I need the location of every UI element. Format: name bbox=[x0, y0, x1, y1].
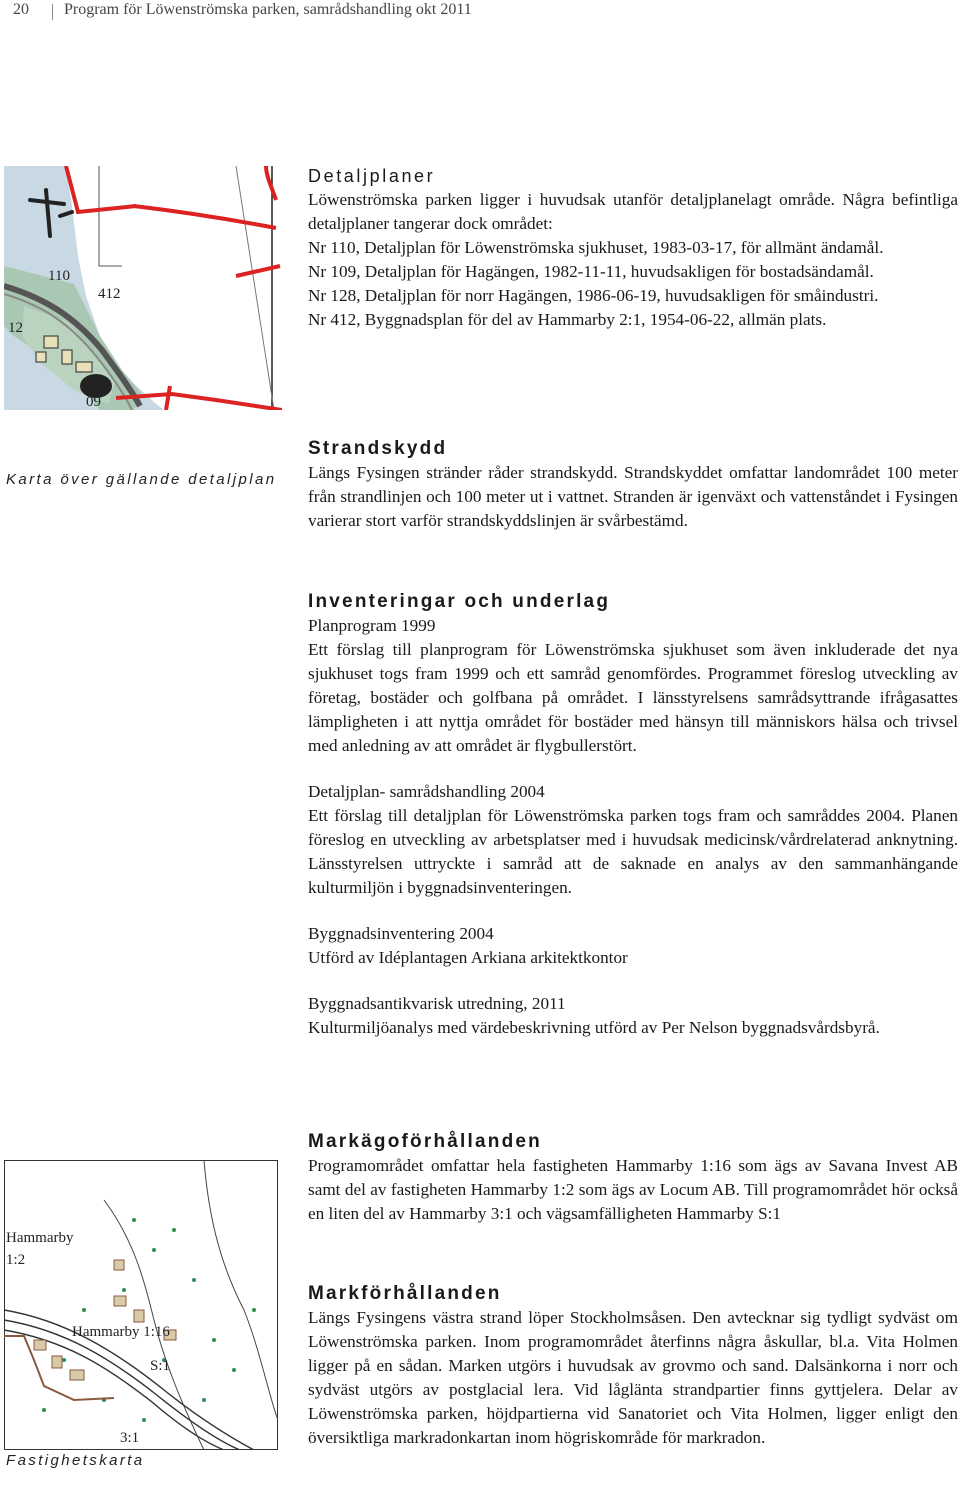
heading-inventeringar: Inventeringar och underlag bbox=[308, 591, 611, 612]
header-divider bbox=[52, 4, 53, 20]
heading-markforhallanden: Markförhållanden bbox=[308, 1283, 502, 1304]
heading-detaljplaner: Detaljplaner bbox=[308, 166, 436, 186]
fastighet-label-1-2: 1:2 bbox=[6, 1252, 26, 1268]
section-markforhallanden bbox=[308, 1282, 958, 1450]
page-header bbox=[0, 0, 960, 26]
fastighet-label-3-1: 3:1 bbox=[120, 1430, 140, 1446]
section-inventeringar bbox=[308, 590, 958, 1040]
fastighetskarta-map bbox=[4, 1160, 278, 1450]
detaljplan-128: Nr 128, Detaljplan för norr Hagängen, 1986-06-19, huvudsakligen för småindustri. bbox=[308, 286, 879, 305]
fastighet-label-hammarby-1-16: Hammarby 1:16 bbox=[72, 1324, 170, 1340]
fastighetskarta-drawing bbox=[4, 1160, 278, 1450]
page-number: 20 bbox=[13, 1, 29, 18]
detaljplan-2004-text: Ett förslag till detaljplan för Löwenströmska parken togs fram och samråddes 2004. Planen föreslog en utveckling av arbetsplatser med i huvudsak medicinsk/vårdrelaterad anknytning. Länsstyrelsen uttryckte i samråd att de saknade en analys av den sammanhängande kulturmiljön i byggnadsinventeringen. bbox=[308, 806, 958, 897]
heading-strandskydd: Strandskydd bbox=[308, 438, 448, 459]
fastighet-label-hammarby: Hammarby bbox=[6, 1230, 74, 1246]
subheading-detaljplan-2004: Detaljplan- samrådshandling 2004 bbox=[308, 782, 545, 801]
markforhallanden-text: Längs Fysingens västra strand löper Stockholmsåsen. Den avtecknar sig tydligt sydväst om Löwenströmska parken. Inom programområdet återfinns några åskullar, bl.a. Vita Holmen ligger på en sådan. Marken utgörs i huvudsak av grovmo och sand. Dalsänkorna i norr och sydväst utgörs av postglacial lera. Vid låglänta strandpartier finns gyttjelera. Delar av Löwenströmska parken, höjdpartierna vid Sanatoriet och Vita Holmen, ligger enligt den översiktliga markradonkartan inom högriskområde för markradon. bbox=[308, 1308, 958, 1447]
section-strandskydd bbox=[308, 437, 958, 533]
subheading-byggnadsantikvarisk-2011: Byggnadsantikvarisk utredning, 2011 bbox=[308, 994, 566, 1013]
detaljplan-412: Nr 412, Byggnadsplan för del av Hammarby 2:1, 1954-06-22, allmän plats. bbox=[308, 310, 827, 329]
byggnadsantikvarisk-2011-text: Kulturmiljöanalys med värdebeskrivning utförd av Per Nelson byggnadsvårdsbyrå. bbox=[308, 1018, 880, 1037]
map-label-09: 09 bbox=[86, 394, 101, 410]
byggnadsinventering-2004-text: Utförd av Idéplantagen Arkiana arkitektkontor bbox=[308, 948, 628, 967]
subheading-planprogram-1999: Planprogram 1999 bbox=[308, 616, 436, 635]
detaljplan-map-drawing bbox=[4, 166, 282, 410]
markagoforhallanden-text: Programområdet omfattar hela fastigheten Hammarby 1:16 som ägs av Savana Invest AB samt del av fastigheten Hammarby 1:2 som ägs av Locum AB. Till programområdet hör också en liten del av Hammarby 3:1 och vägsamfälligheten Hammarby S:1 bbox=[308, 1156, 958, 1223]
map-label-12: 12 bbox=[8, 320, 23, 336]
detaljplan-map bbox=[4, 166, 282, 410]
section-markagoforhallanden bbox=[308, 1130, 958, 1226]
detaljplaner-intro: Löwenströmska parken ligger i huvudsak utanför detaljplanelagt område. Några befintliga detaljplaner tangerar dock området: bbox=[308, 190, 958, 233]
fastighet-label-s-1: S:1 bbox=[150, 1358, 171, 1374]
detaljplan-map-caption: Karta över gällande detaljplan bbox=[6, 471, 277, 488]
subheading-byggnadsinventering-2004: Byggnadsinventering 2004 bbox=[308, 924, 494, 943]
detaljplan-109: Nr 109, Detaljplan för Hagängen, 1982-11-11, huvudsakligen för bostadsändamål. bbox=[308, 262, 874, 281]
detaljplan-110: Nr 110, Detaljplan för Löwenströmska sjukhuset, 1983-03-17, för allmänt ändamål. bbox=[308, 238, 884, 257]
map-label-412: 412 bbox=[98, 286, 121, 302]
fastighetskarta-caption: Fastighetskarta bbox=[6, 1452, 145, 1469]
strandskydd-text: Längs Fysingen stränder råder strandskydd. Strandskyddet omfattar landområdet 100 meter från strandlinjen och 100 meter ut i vattnet. Stranden är igenväxt och vattenståndet i Fysingen varierar stort varför strandskyddslinjen är svårbestämd. bbox=[308, 463, 958, 530]
map-label-110: 110 bbox=[48, 268, 70, 284]
document-title: Program för Löwenströmska parken, samrådshandling okt 2011 bbox=[64, 1, 472, 18]
heading-markagoforhallanden: Markägoförhållanden bbox=[308, 1131, 542, 1152]
section-detaljplaner bbox=[308, 164, 958, 332]
planprogram-1999-text: Ett förslag till planprogram för Löwenströmska sjukhuset som även inkluderade det nya sjukhuset togs fram 1999 och ett samråd genomfördes. Programmet föreslog utveckling av företag, bostäder och golfbana på området. I länsstyrelsens samrådsyttrande ifrågasattes lämpligheten i att nyttja området för bostäder med hänsyn till människors hälsa och trivsel med anledning av att området är flygbullerstört. bbox=[308, 640, 958, 755]
